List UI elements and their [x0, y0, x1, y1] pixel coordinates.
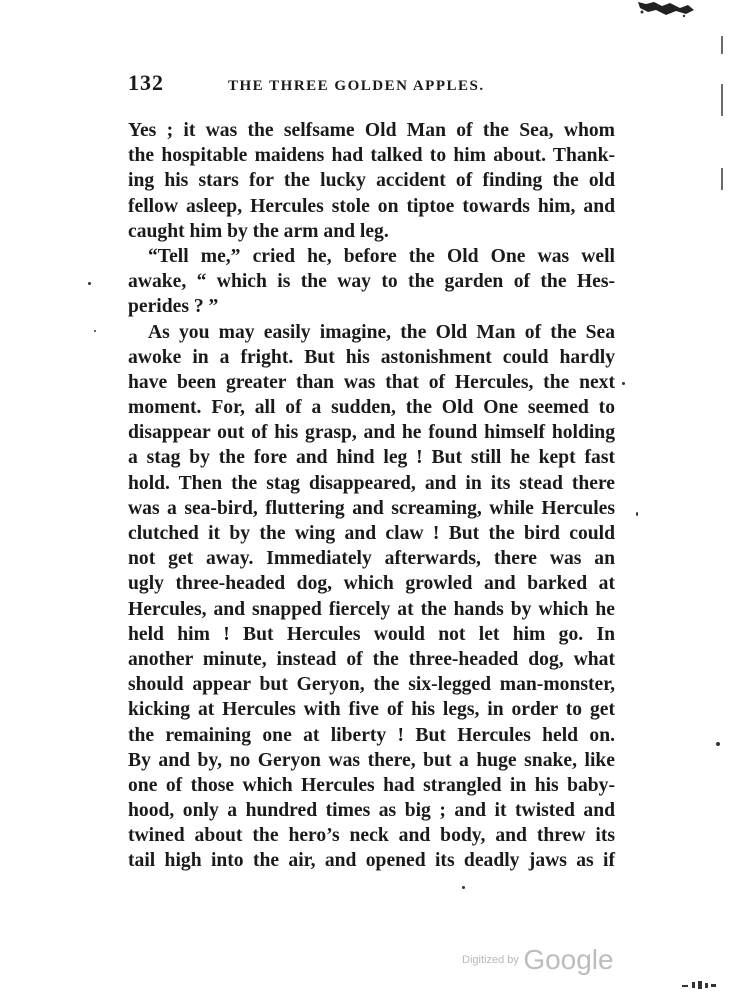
text-line: twined about the hero’s neck and body, and threw its [128, 825, 615, 847]
ink-speck [636, 512, 638, 516]
text-line: have been greater than was that of Hercules, the next [128, 371, 615, 393]
ink-speck [622, 382, 625, 385]
text-line: held him ! But Hercules would not let him go. In [128, 623, 615, 645]
text-line: awake, “ which is the way to the garden of the Hes- [128, 271, 615, 293]
text-line: was a sea-bird, fluttering and screaming, while Hercules [128, 497, 615, 519]
text-line: ugly three-headed dog, which growled and barked at [128, 573, 615, 595]
digitized-by-label: Digitized by [462, 954, 519, 966]
text-line: As you may easily imagine, the Old Man of the Sea [148, 321, 615, 343]
scan-mark-icon [680, 978, 720, 992]
ink-speck [462, 886, 465, 889]
page-header [128, 70, 628, 100]
digitized-by-google-watermark [462, 944, 614, 976]
text-line: kicking at Hercules with five of his legs, in order to get [128, 699, 615, 721]
text-line: fellow asleep, Hercules stole on tiptoe towards him, and [128, 195, 615, 217]
text-line: clutched it by the wing and claw ! But the bird could [128, 523, 615, 544]
text-line: the remaining one at liberty ! But Hercules held on. [128, 724, 615, 746]
running-head: THE THREE GOLDEN APPLES. [228, 78, 485, 94]
text-line: hold. Then the stag disappeared, and in its stead there [128, 472, 615, 494]
ink-speck [716, 742, 720, 746]
text-line: ing his stars for the lucky accident of finding the old [128, 170, 615, 192]
text-line: another minute, instead of the three-headed dog, what [128, 648, 615, 670]
text-line: By and by, no Geryon was there, but a huge snake, like [128, 749, 615, 771]
ink-speck [88, 282, 91, 285]
margin-rule [721, 84, 723, 116]
text-line: Hercules, and snapped fiercely at the hands by which he [128, 598, 615, 620]
text-line: tail high into the air, and opened its deadly jaws as if [128, 850, 615, 872]
text-line: Yes ; it was the selfsame Old Man of the Sea, whom [128, 120, 615, 141]
text-line: hood, only a hundred times as big ; and it twisted and [128, 800, 615, 822]
text-line: a stag by the fore and hind leg ! But still he kept fast [128, 447, 615, 469]
google-logo: Google [523, 944, 614, 975]
text-line: should appear but Geryon, the six-legged man-monster, [128, 674, 615, 696]
text-line: awoke in a fright. But his astonishment could hardly [128, 346, 615, 368]
text-line: “Tell me,” cried he, before the Old One was well [148, 245, 615, 267]
text-line: perides ? ” [128, 296, 219, 318]
text-line: not get away. Immediately afterwards, there was an [128, 548, 615, 570]
body-text [128, 118, 615, 874]
text-line: one of those which Hercules had strangled in his baby- [128, 774, 615, 796]
ink-smudge-icon [636, 0, 696, 18]
text-line: moment. For, all of a sudden, the Old One seemed to [128, 397, 615, 419]
ink-speck [94, 330, 96, 332]
margin-rule [721, 36, 723, 54]
text-line: caught him by the arm and leg. [128, 220, 389, 242]
page-number: 132 [128, 70, 164, 95]
margin-rule [721, 168, 723, 190]
text-line: disappear out of his grasp, and he found himself holding [128, 422, 615, 444]
text-line: the hospitable maidens had talked to him about. Thank- [128, 145, 615, 167]
